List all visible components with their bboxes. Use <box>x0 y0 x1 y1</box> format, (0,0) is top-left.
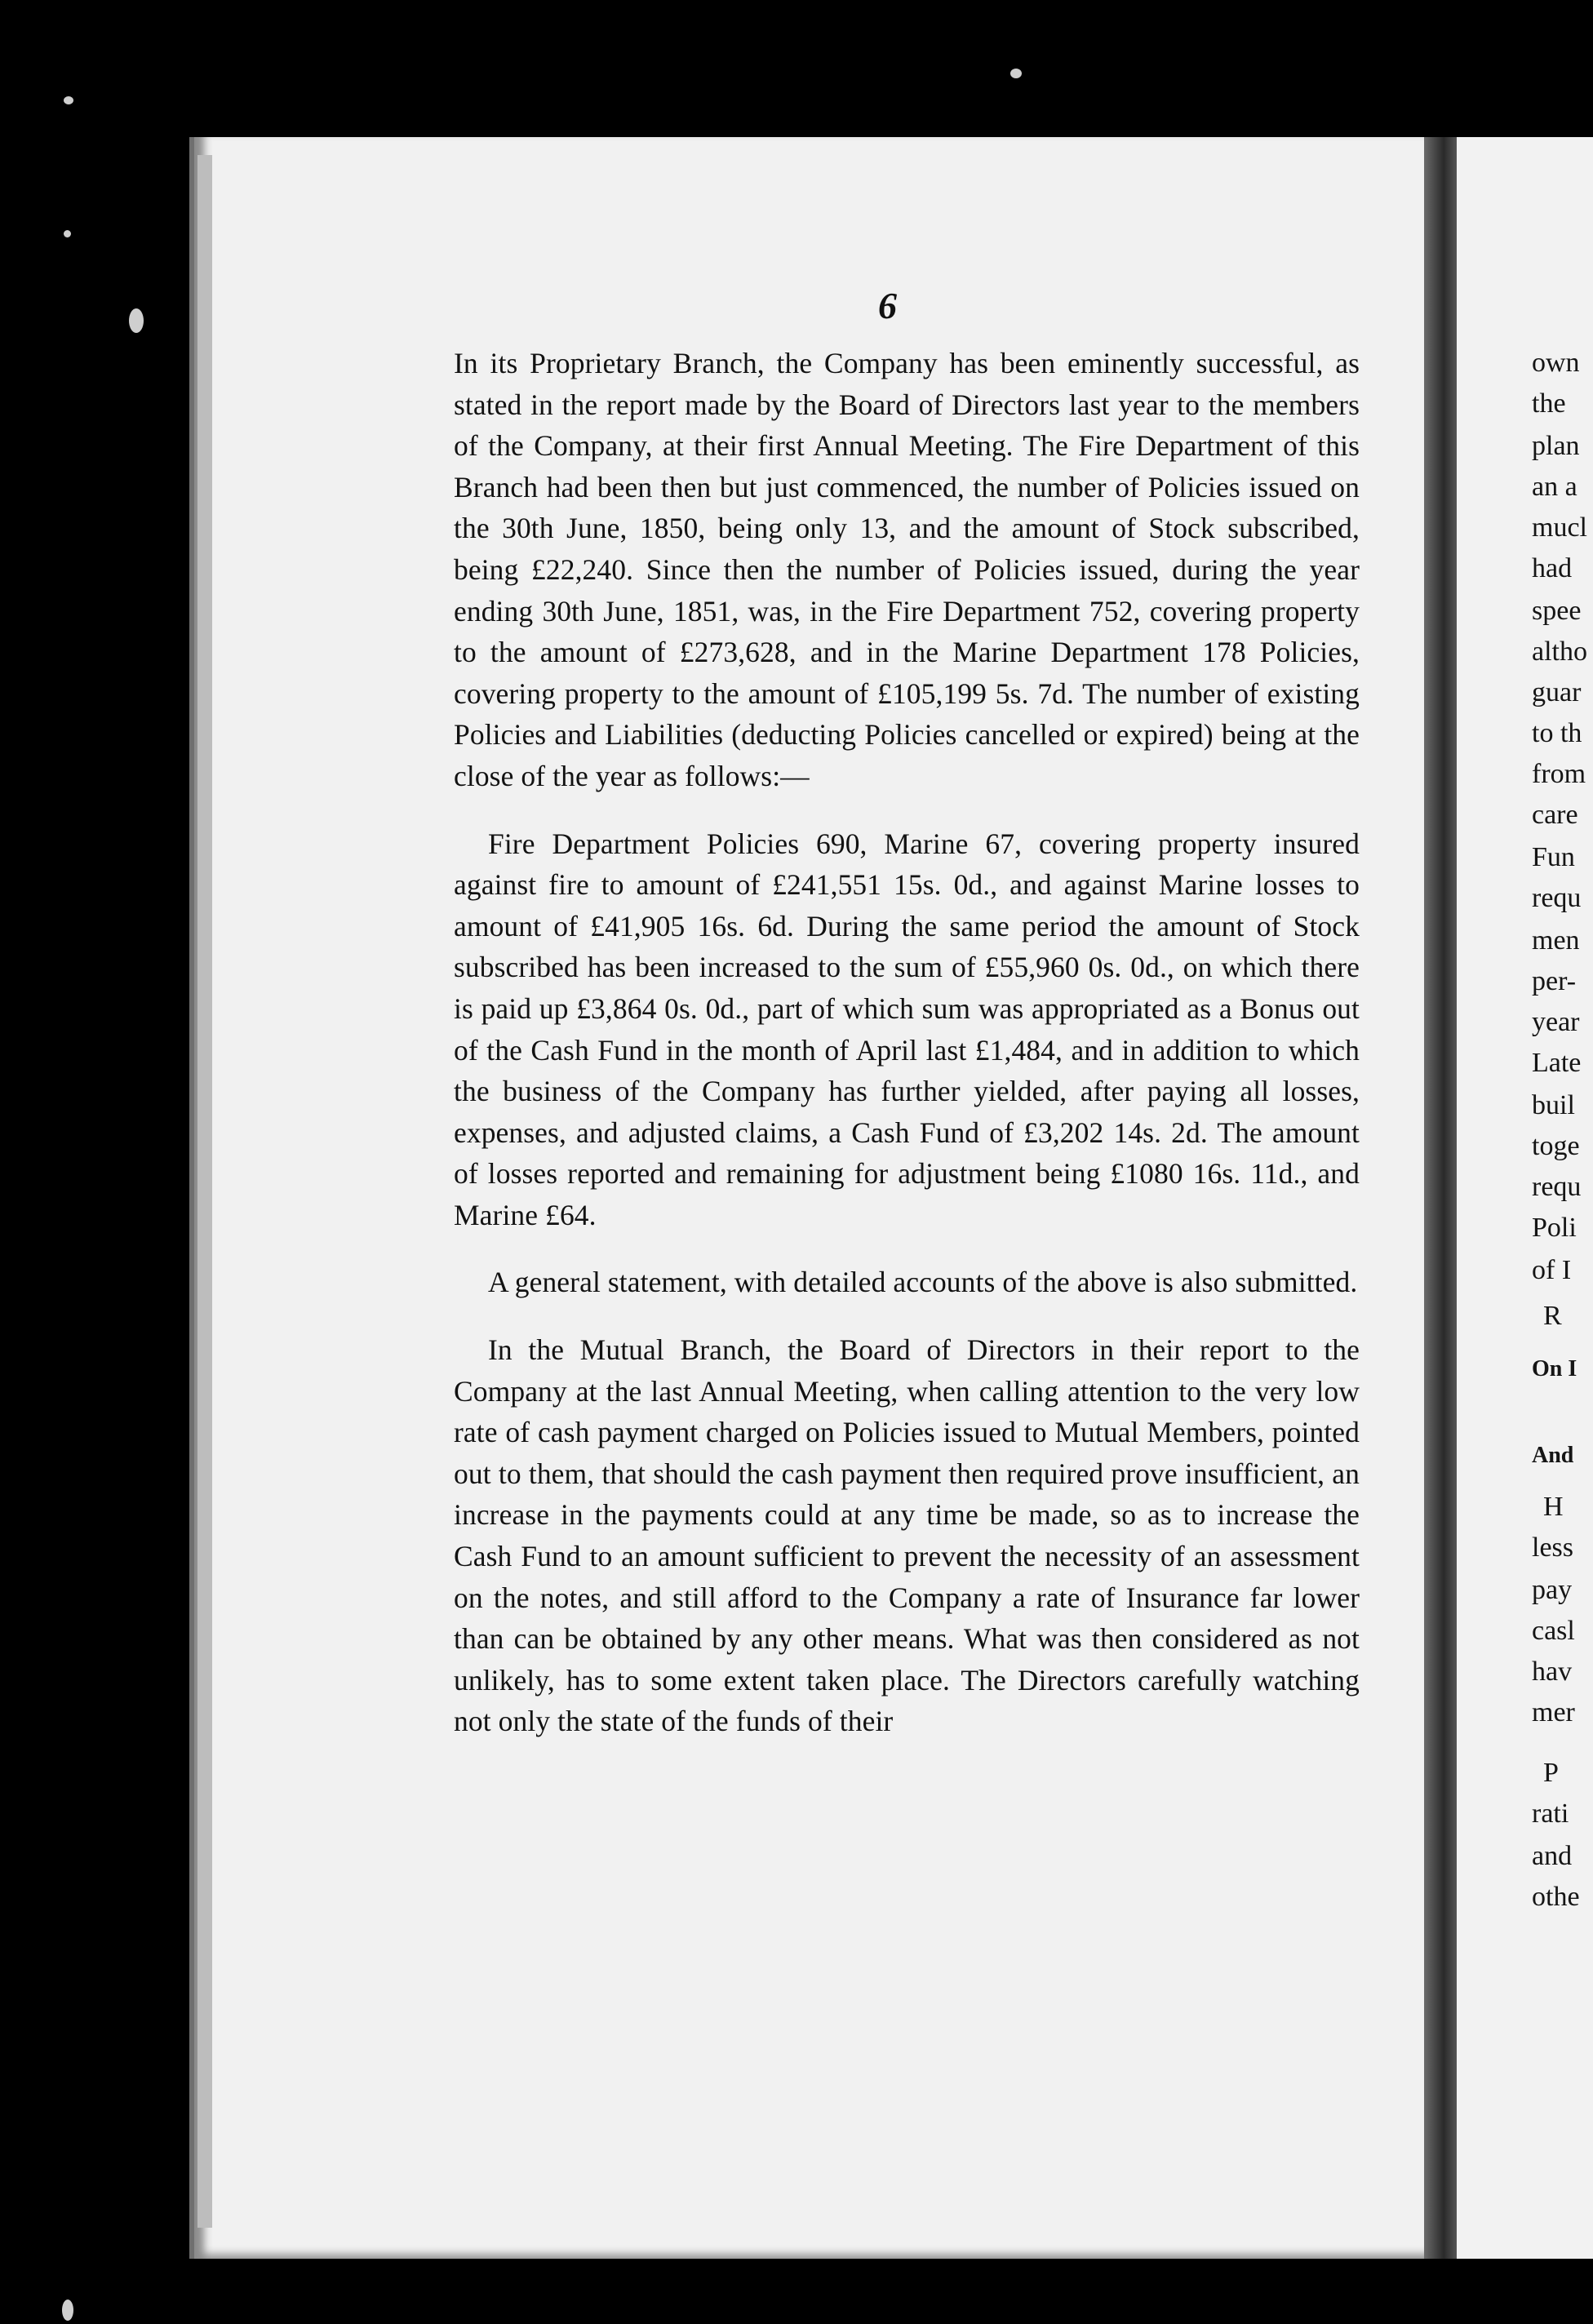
facing-page-fragment: othe <box>1532 1882 1580 1912</box>
facing-page-fragment: rati <box>1532 1798 1569 1829</box>
facing-page-fragment: had <box>1532 553 1573 583</box>
facing-page-fragment: hav <box>1532 1657 1573 1687</box>
facing-page-fragment: On I <box>1532 1356 1577 1382</box>
facing-page-fragment: of I <box>1532 1255 1572 1285</box>
facing-page <box>1457 137 1593 2259</box>
facing-page-fragment: Fun <box>1532 842 1575 872</box>
facing-page-fragment: altho <box>1532 636 1587 667</box>
paragraph-proprietary-branch: In its Proprietary Branch, the Company has been eminently successful, as stated in the report made by the Board of Directors last year to the members of the Company, at their first Annual Meeting. The Fire Department of this Branch had been then but just commenced, the number of Policies issued on the 30th June, 1850, being only 13, and the amount of Stock subscribed, being £22,240. Since then the number of Policies issued, during the year ending 30th June, 1851, was, in the Fire Department 752, covering property to the amount of £273,628, and in the Marine Department 178 Policies, covering property to the amount of £105,199 5s. 7d. The number of existing Policies and Liabilities (deducting Policies cancelled or expired) being at the close of the year as follows:— <box>454 347 1360 792</box>
facing-page-fragment: and <box>1532 1841 1573 1871</box>
facing-page-fragment: R <box>1543 1301 1562 1331</box>
facing-page-fragment: mer <box>1532 1697 1575 1727</box>
scan-speck <box>64 230 71 237</box>
facing-page-fragment: pay <box>1532 1575 1573 1605</box>
paragraph-mutual-branch: In the Mutual Branch, the Board of Directors in their report to the Company at the last Annual Meeting, when calling attention to the very low rate of cash payment charged on Policies issued to Mutual Members, pointed out to them, that should the cash payment then required prove insufficient, an increase in the payments could at any time be made, so as to increase the Cash Fund to an amount sufficient to prevent the necessity of an assessment on the notes, and still afford to the Company a rate of Insurance far lower than can be obtained by any other means. What was then considered as not unlikely, has to some extent taken place. The Directors carefully watching not only the state of the funds of their <box>454 1333 1360 1738</box>
paragraph-general-statement: A general statement, with detailed accounts of the above is also submitted. <box>488 1266 1358 1299</box>
book-gutter <box>1424 137 1457 2259</box>
facing-page-fragment: plan <box>1532 431 1580 461</box>
facing-page-fragment: year <box>1532 1007 1580 1037</box>
page-edge <box>197 155 212 2228</box>
facing-page-fragment: And <box>1532 1443 1574 1468</box>
facing-page-fragment: care <box>1532 800 1578 830</box>
facing-page-fragment: to th <box>1532 718 1582 748</box>
facing-page-fragment: mucl <box>1532 512 1587 543</box>
scan-speck <box>1010 69 1022 78</box>
facing-page-fragment: H <box>1543 1492 1564 1522</box>
facing-page-fragment: an a <box>1532 472 1577 502</box>
facing-page-fragment: own <box>1532 348 1580 378</box>
facing-page-fragment: casl <box>1532 1616 1575 1646</box>
facing-page-fragment: requ <box>1532 1172 1582 1202</box>
page-number: 6 <box>878 285 897 326</box>
facing-page-fragment: men <box>1532 925 1580 956</box>
scan-speck <box>62 2300 73 2321</box>
facing-page-fragment: guar <box>1532 677 1582 707</box>
facing-page-fragment: Poli <box>1532 1213 1577 1243</box>
facing-page-fragment: less <box>1532 1532 1573 1563</box>
facing-page-fragment: P <box>1543 1758 1559 1788</box>
facing-page-fragment: from <box>1532 759 1586 789</box>
facing-page-fragment: per- <box>1532 966 1577 996</box>
paragraph-fire-department: Fire Department Policies 690, Marine 67, covering property insured against fire to amount of £241,551 15s. 0d., and against Marine losses to amount of £41,905 16s. 6d. During the same period the amount of Stock subscribed has been increased to the sum of £55,960 0s. 0d., on which there is paid up £3,864 0s. 0d., part of which sum was appropriated as a Bonus out of the Cash Fund in the month of April last £1,484, and in addition to which the business of the Company has further yielded, after paying all losses, expenses, and adjusted claims, a Cash Fund of £3,202 14s. 2d. The amount of losses reported and remaining for adjustment being £1080 16s. 11d., and Marine £64. <box>454 827 1360 1231</box>
facing-page-fragment: Late <box>1532 1048 1582 1078</box>
facing-page-fragment: the <box>1532 388 1566 419</box>
facing-page-fragment: requ <box>1532 883 1582 913</box>
body-text <box>454 343 1360 1768</box>
facing-page-fragment: spee <box>1532 596 1582 626</box>
facing-page-fragment: buil <box>1532 1090 1575 1120</box>
scan-speck <box>129 308 144 333</box>
scan-speck <box>64 96 73 104</box>
facing-page-fragment: toge <box>1532 1131 1580 1161</box>
